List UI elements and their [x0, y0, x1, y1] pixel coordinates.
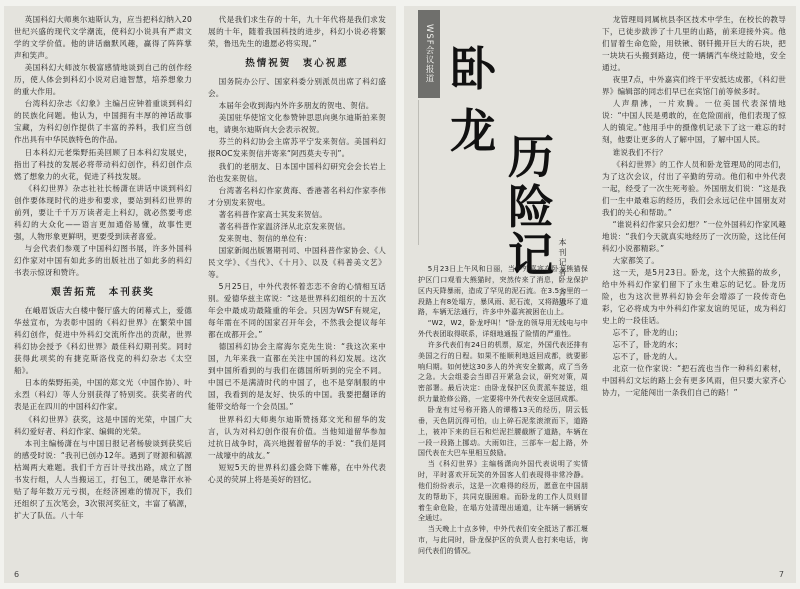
- left-col1-award-paragraphs: [14, 305, 192, 522]
- paragraph: 《科幻世界》的工作人员和卧龙管理局的同志们，为了这次会议，付出了辛勤的劳动。他们和中外代表一起，经受了一次生死考验。外国朋友们说：“这是我们一生中最难忘的经历，我们会永远记住中国朋友对我们的关心和帮助。”: [602, 159, 786, 217]
- left-col2-congrats-paragraphs: [208, 76, 386, 486]
- right-column-2: [602, 14, 786, 400]
- paragraph: 著名科普作家高士其发来贺信。: [218, 209, 328, 219]
- paragraph: 发来贺电、贺信的单位有：: [218, 233, 312, 243]
- left-column-2: [208, 14, 386, 486]
- paragraph: 本届年会收到海内外许多朋友的贺电、贺信。: [218, 101, 374, 111]
- paragraph: 日本科幻元老柴野拓美回顾了日本科幻发展史，指出了科技的发展必将带动科幻创作，科幻创作点燃了想象力的火花，促进了科技发展。: [14, 147, 192, 181]
- paragraph: 美国科幻大师波尔极富感情地谈到自己的创作经历，使人体会到科幻小说对启迪智慧，培养想象力的重大作用。: [14, 63, 192, 97]
- paragraph: 我们的老朋友、日本国中国科幻研究会会长岩上治也发来贺信。: [208, 161, 386, 183]
- left-col2-paragraphs: [208, 14, 386, 50]
- paragraph: 短短5天的世界科幻盛会降下帷幕，在中外代表心灵的荧屏上将是美好的回忆。: [208, 462, 386, 484]
- paragraph: 忘不了，卧龙的水；: [612, 340, 683, 350]
- paragraph: 北京一位作家说：“把石流也当作一种科幻素材，中国科幻文坛的路上会有更多风雨，但只要大家齐心协力，一定能闯出一条我们自己的路！”: [602, 364, 786, 398]
- title-char-2: 龙: [450, 104, 496, 158]
- paragraph: 5月25日，中外代表怀着恋恋不舍的心情相互话别。爱德华兹主席说：“这是世界科幻组织的十五次年会中最成功最隆重的年会。只因为WSF有规定，每年需在不同的国家召开年会，不然我会提议每年都在成都开会。”: [208, 281, 386, 340]
- page-number-right: 7: [778, 570, 784, 579]
- section-title-award: 艰苦拓荒 本刊获奖: [51, 287, 155, 299]
- paragraph: “W2，W2，卧龙呼叫！”卧龙的领导用无线电与中外代表团取得联系，详细地通报了险情的严重性。: [418, 319, 588, 339]
- paragraph: 英国科幻大师奥尔迪斯认为，应当把科幻纳入20世纪兴盛的现代文学潮流，使科幻小说具有严肃文学的文学价值。他的讲话幽默风趣，赢得了阵阵掌声和笑声。: [14, 15, 192, 61]
- paragraph: 《科幻世界》获奖，这是中国的光荣，中国广大科幻爱好者、科幻作家、编辑的光荣。: [14, 414, 192, 436]
- paragraph: 台湾科幻杂志《幻象》主编吕应钟着重谈到科幻的民族化问题。他认为，中国拥有丰厚的神话故事宝藏，为科幻创作提供了丰富的养料，我们应当创作出具有中华民族特色的作品。: [14, 99, 192, 145]
- paragraph: 日本的柴野拓美，中国的郑文光（中国作协）、叶永烈（科幻）等人分别获得了特别奖。获奖者的代表是正在四川的中国科幻作家。: [14, 378, 192, 412]
- page-number-left: 6: [14, 570, 20, 579]
- paragraph: 忘不了，卧龙的人。: [612, 352, 683, 362]
- column-tag-wsf-report: WSF会议报道: [418, 10, 440, 98]
- paragraph: 谁说我们不行？: [612, 147, 667, 157]
- paragraph: 当天晚上十点多钟，中外代表们安全抵达了都江堰市，与此同时，卧龙保护区的负责人也打来电话，询问代表们的情况。: [418, 525, 588, 555]
- title-char-4: 险: [508, 180, 554, 234]
- paragraph: 美国驻华使馆文化参赞钟思思向奥尔迪斯拍来贺电，请奥尔迪斯向大会表示祝贺。: [208, 113, 386, 135]
- left-column-1: [14, 14, 192, 522]
- right-col1-paragraphs: [418, 264, 588, 557]
- paragraph: 卧龙有过号称开路人的谭楷13天的经历，阴云低垂，天色阴沉得可怕，山上碎石泥浆滚滚而下，道路上，被冲下来的巨石和烂泥拦腰截断了道路，车辆在一段一段路上挪动。大雨如注，三部车一起上路，外国代表在大巴车里相互鼓励。: [418, 405, 588, 458]
- paragraph: 著名科普作家温济泽从北京发来贺信。: [218, 221, 351, 231]
- paragraph: 夜里7点，中外嘉宾们终于平安抵达成都，《科幻世界》编辑部的同志们早已在宾馆门前等候多时。: [602, 75, 786, 97]
- paragraph: 许多代表们有24日的机票，原定，外国代表还排有美国之行的日程。如果不能顺利地返回成都，就要影响归期。如何使这30多人的外宾安全撤离，成了当务之急。大会组委会当即召开紧急会议，研究对策，周密部署。最后决定：由卧龙保护区负责派车接送，组织力量抢修公路，一定要将中外代表安全送回成都。: [418, 340, 588, 404]
- paragraph: “谁说科幻作家只会幻想？”一位外国科幻作家风趣地说：“我们今天就真实地经历了一次历险，这比任何科幻小说都精彩。”: [602, 219, 786, 253]
- section-title-congrats: 热情祝贺 衷心祝愿: [245, 58, 349, 70]
- title-char-5: 记: [508, 228, 554, 282]
- paragraph: 台湾著名科幻作家黄海、香港著名科幻作家李伟才分别发来贺电。: [208, 185, 386, 207]
- paragraph: 国务院办公厅、国家科委分别派员出席了科幻盛会。: [208, 77, 386, 99]
- paragraph: 本刊主编杨潇在与中国日报记者杨骏谈到获奖后的感受时说：“我刊已创办12年。遇到了财源和稿源枯竭两大难题。我们千方百计寻找出路，成立了图书发行组，人人当搬运工，打包工，硬是靠汗水补贴了每年数万元亏损，在经济困难的情况下，我们还组织了五次笔会，3次银河奖征文，丰富了稿源，扩大了队伍。八十年: [14, 438, 192, 520]
- paragraph: 当《科幻世界》主编杨潇向外国代表说明了实情时，平时喜欢开玩笑的外国客人们表现得非常冷静。他们纷纷表示，这是一次难得的经历，愿意在中国朋友的帮助下，共同克服困难。而卧龙的工作人员则冒着生命危险，在塌方处清理出通道，让车辆一辆辆安全通过。: [418, 460, 588, 523]
- paragraph: 芬兰的科幻协会主席苏平宁发来贺信。美国科幻报ROC发来贺信并寄来“阿西莫夫专刊”。: [208, 137, 386, 159]
- paragraph: 龙管理局同属杭县李区技术中学生，在校长的教导下，已徒步跋涉了十几里的山路，前来迎接外宾。他们冒着生命危险，用铁锹、钢钎搬开巨大的石块，把一块块石头搬到路边，使一辆辆汽车绕过险地，安全通过。: [602, 15, 786, 73]
- paragraph: 大家都笑了。: [612, 255, 660, 265]
- paragraph: 5月23日上午风和日丽，当中外嘉宾在卧龙熊猫保护区门口观看大熊猫时，突然传来了消息，卧龙保护区内天降暴雨，造成了罕见的泥石流。在3.5公里的一段路上有8处塌方，暴风雨、泥石流，又将路毁坏了道路，车辆无法通行，许多中外嘉宾被困在山上。: [418, 265, 588, 317]
- paragraph: 代是我们求生存的十年，九十年代将是我们求发展的十年，随着我国科技的进步，科幻小说必将繁荣，鲁迅先生的遗愿必将实现。”: [208, 15, 386, 49]
- paragraph: 世界科幻大师奥尔迪斯赞扬郑文光和留华的发言，认为对科幻创作很有价值。当他知道留华参加过抗日战争时，高兴地握着留华的手说：“我们是同一战壕中的战友。”: [208, 414, 386, 460]
- paragraph: 德国科幻协会主席海尔克先生说：“我这次来中国，九年来我一直都在关注中国的科幻发展。这次到中国所看到的与我们在德国所听到的完全不同。中国已不是满清时代的中国了，也不是穿制服的中国，我看到的是友好、快乐的中国。我要把翻译的能带交给每一个会员国。”: [208, 342, 386, 412]
- paragraph: 人声鼎沸，一片欢腾。一位美国代表深情地说：“中国人民是勇敢的，在危险面前，他们表现了惊人的镇定。”他用手中的摄像机记录下了这一难忘的时刻，他要让更多的人了解中国，了解中国人民。: [602, 99, 786, 145]
- title-char-3: 历: [508, 130, 554, 184]
- left-page: [4, 6, 396, 583]
- left-col1-paragraphs: [14, 14, 192, 279]
- paragraph: 忘不了，卧龙的山；: [612, 328, 683, 338]
- paragraph: 这一天，是5月23日。卧龙，这个大熊猫的故乡，给中外科幻作家们留下了永生难忘的记忆。卧龙历险，也为这次世界科幻协会年会增添了一段传奇色彩，它必将成为中外科幻作家友谊的见证，成为科幻史上的一段佳话。: [602, 267, 786, 326]
- paragraph: 在峨眉饭店大白楼中餐厅盛大的闭幕式上，爱德华兹宣布，为表彰中国的《科幻世界》在繁荣中国科幻创作，促进中外科幻交流所作出的贡献，世界科幻协会授予《科幻世界》最佳科幻期刊奖。同时获得此项奖的有捷克斯洛伐克的科幻杂志《太空船》。: [14, 306, 192, 376]
- right-page: [404, 6, 796, 583]
- title-char-1: 卧: [450, 42, 496, 96]
- paragraph: 与会代表们参观了中国科幻图书展，许多外国科幻作家对中国有如此多的出版社出了如此多的科幻书表示惊讶和赞许。: [14, 243, 192, 277]
- title-divider: [418, 100, 419, 245]
- paragraph: 《科幻世界》杂志社社长杨潇在讲话中谈到科幻创作要体现时代的进步和要求，要站到科幻世界的前列，要让千千万万读者走上科幻，就必然要考虑科幻的大众化——语言更加通俗易懂，故事性更强，人物形象更鲜明，更要受到读者喜爱。: [14, 183, 192, 241]
- right-column-1: [418, 264, 588, 557]
- paragraph: 国家新闻出版署期刊司、中国科普作家协会、《人民文学》、《当代》、《十月》、以及《科普美文艺》等。: [208, 245, 386, 279]
- right-col2-paragraphs: [602, 14, 786, 400]
- byline: 本刊记者 齐思: [558, 238, 567, 308]
